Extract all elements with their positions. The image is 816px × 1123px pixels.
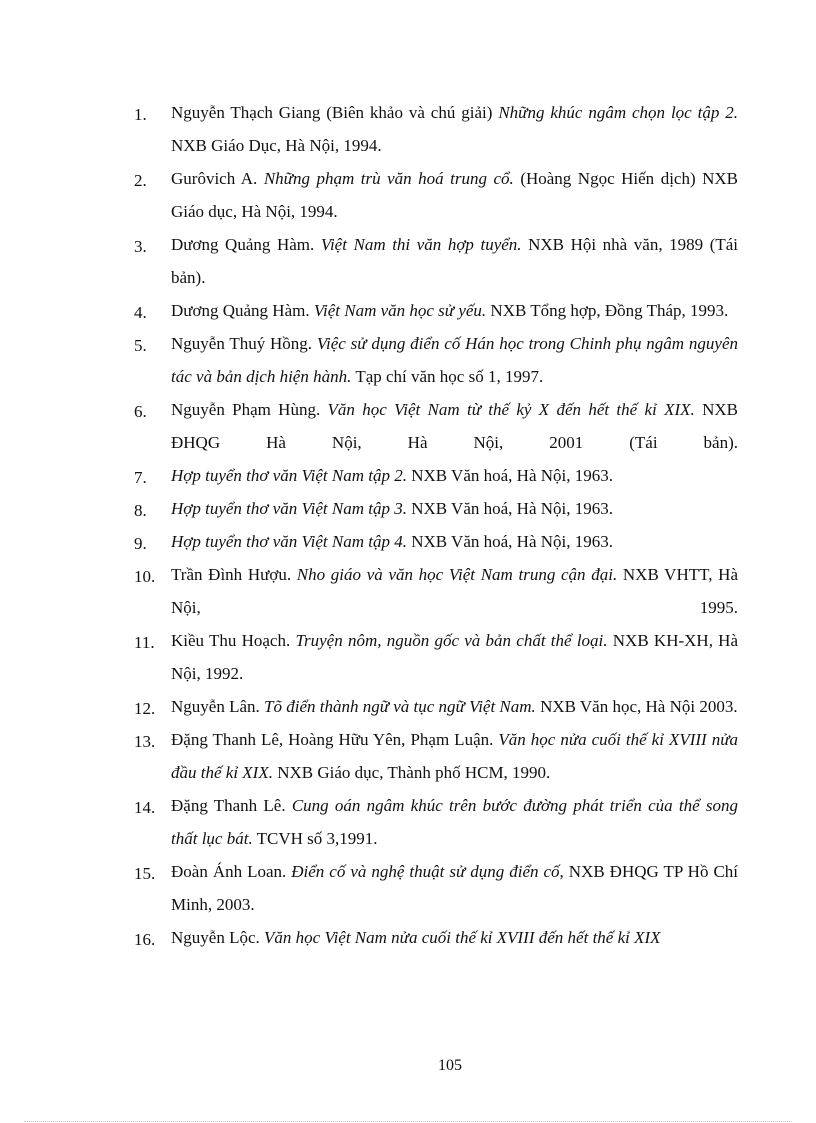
reference-item [0, 789, 816, 855]
reference-title: Việt Nam thi văn hợp tuyển. [320, 235, 522, 254]
reference-publisher: NXB Tổng hợp, Đồng Tháp, 1993. [490, 301, 729, 320]
reference-publisher: NXB Văn hoá, Hà Nội, 1963. [411, 532, 613, 551]
reference-text [171, 327, 738, 393]
reference-publisher: NXB Văn học, Hà Nội 2003. [540, 697, 738, 716]
reference-publisher: NXB Giáo Dục, Hà Nội, 1994. [171, 136, 382, 155]
reference-author: Đoàn Ánh Loan. [171, 862, 287, 881]
reference-number: 12. [134, 699, 156, 718]
reference-text [171, 294, 738, 327]
reference-title: Tõ điển thành ngữ và tục ngữ Việt Nam. [264, 697, 536, 716]
reference-text [171, 393, 738, 459]
reference-publisher: Tạp chí văn học số 1, 1997. [355, 367, 544, 386]
reference-author: Gurôvich A. [171, 169, 258, 188]
reference-text [171, 162, 738, 228]
reference-text [171, 690, 738, 723]
reference-author: Trần Đình Hượu. [171, 565, 292, 584]
reference-author: Kiều Thu Hoạch. [171, 631, 291, 650]
reference-title: Truyện nôm, nguồn gốc và bản chất thể loại. [295, 631, 608, 650]
reference-number: 6. [134, 402, 147, 421]
reference-text [171, 624, 738, 690]
reference-text [171, 492, 738, 525]
reference-publisher: NXB VHTT, Hà Nội, 1995. [171, 565, 738, 617]
reference-author: Đặng Thanh Lê. [171, 796, 286, 815]
reference-text [171, 525, 738, 558]
reference-title: Văn học nửa cuối thế kỉ XVIII nửa đầu thế kỉ XIX. [171, 730, 739, 782]
reference-text [171, 789, 738, 855]
reference-item [0, 294, 816, 327]
reference-title: Nho giáo và văn học Việt Nam trung cận đại. [296, 565, 618, 584]
reference-author: Nguyễn Thạch Giang (Biên khảo và chú giải) [171, 103, 493, 122]
page-bottom-border [24, 1121, 792, 1122]
reference-author: Dương Quảng Hàm. [171, 235, 315, 254]
reference-text [171, 459, 738, 492]
reference-author: Đặng Thanh Lê, Hoàng Hữu Yên, Phạm Luận. [171, 730, 494, 749]
reference-text [171, 723, 738, 789]
reference-item [0, 690, 816, 723]
reference-author: Nguyễn Phạm Hùng. [171, 400, 321, 419]
reference-publisher: NXB ĐHQG TP Hồ Chí Minh, 2003. [171, 862, 739, 914]
reference-item [0, 393, 816, 459]
reference-publisher: NXB Văn hoá, Hà Nội, 1963. [411, 499, 613, 518]
reference-publisher: TCVH số 3,1991. [256, 829, 378, 848]
reference-text [171, 228, 738, 294]
reference-text [171, 96, 738, 162]
reference-title: Cung oán ngâm khúc trên bước đường phát triển của thể song thất lục bát. [171, 796, 738, 848]
reference-number: 8. [134, 501, 147, 520]
reference-number: 5. [134, 336, 147, 355]
reference-title: Những phạm trù văn hoá trung cổ. [263, 169, 514, 188]
reference-title: Việc sử dụng điển cố Hán học trong Chinh phụ ngâm nguyên tác và bản dịch hiện hành. [171, 334, 738, 386]
reference-publisher: NXB Hội nhà văn, 1989 (Tái bản). [171, 235, 739, 287]
reference-author: Nguyễn Lân. [171, 697, 260, 716]
reference-item [0, 921, 816, 954]
reference-number: 2. [134, 171, 147, 190]
reference-title: Những khúc ngâm chọn lọc tập 2. [498, 103, 739, 122]
reference-text [171, 921, 738, 954]
reference-number: 1. [134, 105, 147, 124]
reference-number: 10. [134, 567, 156, 586]
reference-item [0, 492, 816, 525]
reference-item [0, 558, 816, 624]
reference-number: 11. [134, 633, 155, 652]
reference-title: Việt Nam văn học sử yếu. [313, 301, 487, 320]
reference-number: 7. [134, 468, 147, 487]
reference-number: 15. [134, 864, 156, 883]
reference-title: Hợp tuyển thơ văn Việt Nam tập 3. [171, 499, 407, 518]
reference-number: 14. [134, 798, 156, 817]
reference-author: Dương Quảng Hàm. [171, 301, 310, 320]
reference-number: 9. [134, 534, 147, 553]
reference-text [171, 855, 738, 921]
reference-publisher: (Hoàng Ngọc Hiến dịch) NXB Giáo dục, Hà Nội, 1994. [171, 169, 739, 221]
reference-text [171, 558, 738, 624]
page-number: 105 [438, 1057, 462, 1074]
reference-publisher: NXB Giáo dục, Thành phố HCM, 1990. [277, 763, 551, 782]
reference-title: Điển cố và nghệ thuật sử dụng điển cố, [291, 862, 564, 881]
reference-title: Văn học Việt Nam nửa cuối thế kỉ XVIII đến hết thế kỉ XIX [264, 928, 661, 947]
reference-item [0, 459, 816, 492]
reference-number: 16. [134, 930, 156, 949]
reference-item [0, 162, 816, 228]
reference-publisher: NXB KH-XH, Hà Nội, 1992. [171, 631, 739, 683]
reference-item [0, 96, 816, 162]
reference-title: Văn học Việt Nam từ thế kỷ X đến hết thế kỉ XIX. [327, 400, 695, 419]
reference-item [0, 525, 816, 558]
reference-item [0, 228, 816, 294]
reference-number: 13. [134, 732, 156, 751]
reference-number: 4. [134, 303, 147, 322]
reference-title: Hợp tuyển thơ văn Việt Nam tập 2. [171, 466, 407, 485]
reference-publisher: NXB Văn hoá, Hà Nội, 1963. [411, 466, 613, 485]
reference-author: Nguyễn Lộc. [171, 928, 260, 947]
reference-number: 3. [134, 237, 147, 256]
reference-item [0, 723, 816, 789]
reference-list [0, 96, 816, 954]
reference-item [0, 624, 816, 690]
reference-publisher: NXB ĐHQG Hà Nội, Hà Nội, 2001 (Tái bản). [171, 400, 739, 452]
reference-author: Nguyễn Thuý Hồng. [171, 334, 313, 353]
reference-item [0, 327, 816, 393]
reference-title: Hợp tuyển thơ văn Việt Nam tập 4. [171, 532, 407, 551]
reference-item [0, 855, 816, 921]
